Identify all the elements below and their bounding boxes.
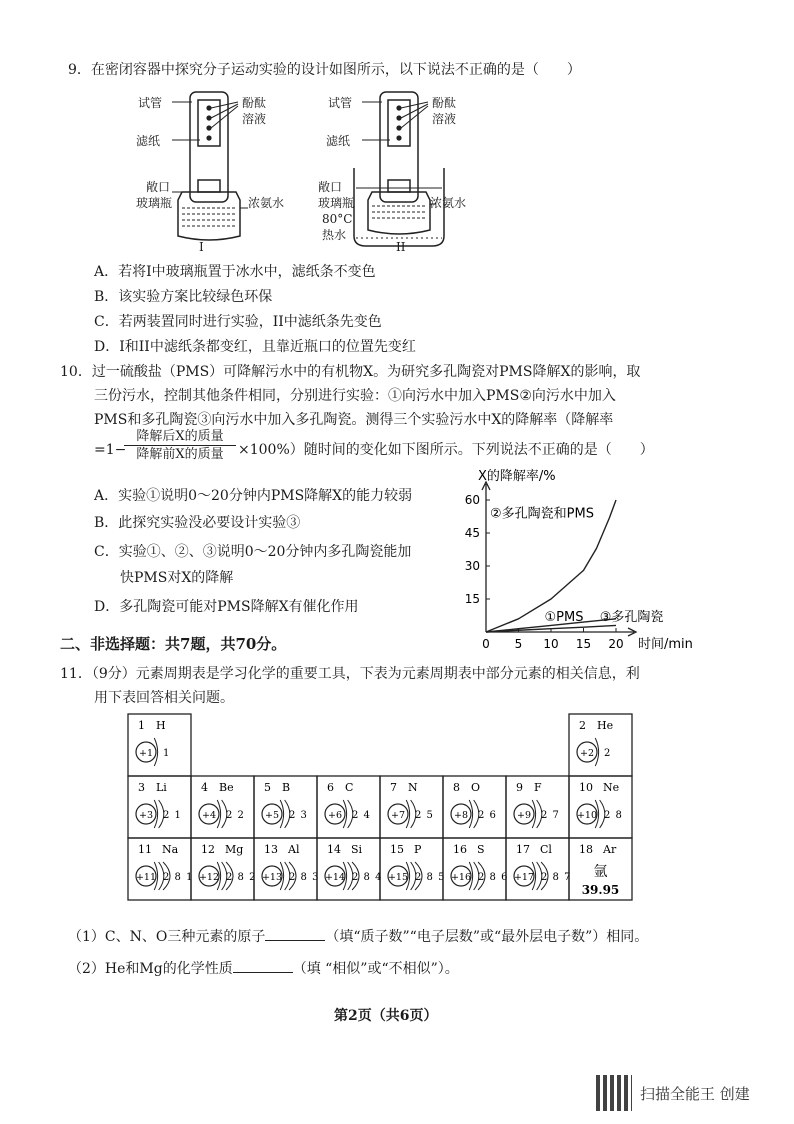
element-number: 9 <box>516 781 523 794</box>
electron-counts: 2 <box>604 748 612 759</box>
element-cell-he <box>569 714 632 776</box>
q11-sub-1-a: （1）C、N、O三种元素的原子 <box>68 929 266 945</box>
nucleus-charge: +13 <box>261 872 283 883</box>
element-number: 11 <box>138 843 152 856</box>
nucleus-charge: +17 <box>513 872 535 883</box>
q11-sub-1-b: （填“质子数”“电子层数”或“最外层电子数”）相同。 <box>325 929 649 945</box>
electron-counts: 2 1 <box>163 810 182 821</box>
fig2-phenol-label-2: 溶液 <box>432 112 457 126</box>
nucleus-charge: +10 <box>576 810 598 821</box>
x-tick-label: 20 <box>608 637 624 651</box>
q10-line-1: 10．过一硫酸盐（PMS）可降解污水中的有机物X。为研究多孔陶瓷对PMS降解X的影响，取 <box>60 364 641 380</box>
element-symbol: S <box>477 843 485 856</box>
electron-counts: 2 8 1 <box>163 872 194 883</box>
fig2-tube-label: 试管 <box>328 96 353 110</box>
element-number: 5 <box>264 781 271 794</box>
element-cell-n <box>380 776 443 838</box>
fig2-bottle-label-2: 玻璃瓶 <box>318 196 355 210</box>
nucleus-charge: +15 <box>387 872 409 883</box>
electron-counts: 2 8 <box>604 810 623 821</box>
nucleus-charge: +4 <box>201 810 217 821</box>
element-mass: 39.95 <box>581 883 620 897</box>
q11-sub-2-a: （2）He和Mg的化学性质 <box>68 961 233 977</box>
element-cell-ar <box>569 838 632 900</box>
fig1-bottle-label-2: 玻璃瓶 <box>136 196 173 210</box>
element-number: 16 <box>453 843 467 856</box>
element-symbol: O <box>471 781 481 794</box>
fig2-caption: II <box>396 240 406 254</box>
fig2-bottle-label-1: 敞口 <box>318 180 343 194</box>
element-symbol: Be <box>219 781 234 794</box>
q10-option-b: B．此探究实验没必要设计实验③ <box>94 515 301 531</box>
scanner-watermark: 扫描全能王 创建 <box>640 1085 750 1103</box>
fig1-tube-label: 试管 <box>138 96 163 110</box>
element-number: 2 <box>579 719 586 732</box>
element-symbol: Si <box>351 843 363 856</box>
electron-counts: 2 4 <box>352 810 371 821</box>
element-number: 1 <box>138 719 145 732</box>
element-cell-si <box>317 838 382 900</box>
q11-sub-2-blank[interactable] <box>233 958 293 973</box>
element-symbol: Na <box>162 843 179 856</box>
electron-counts: 2 5 <box>415 810 434 821</box>
q10-option-c-cont: 快PMS对X的降解 <box>120 570 234 586</box>
element-number: 7 <box>390 781 397 794</box>
fig1-bottle-label-1: 敞口 <box>146 180 171 194</box>
q10-formula-numerator: 降解后X的质量 <box>124 428 236 446</box>
element-symbol: Al <box>288 843 300 856</box>
element-number: 13 <box>264 843 278 856</box>
electron-counts: 2 2 <box>226 810 245 821</box>
element-symbol: F <box>534 781 542 794</box>
fig1-caption: I <box>199 240 204 254</box>
legend-series-1: ①PMS <box>544 609 584 625</box>
q10-line-3: PMS和多孔陶瓷③向污水中加入多孔陶瓷。测得三个实验污水中X的降解率（降解率 <box>94 412 614 428</box>
element-cell-be <box>191 776 254 838</box>
electron-counts: 2 8 6 <box>478 872 509 883</box>
fig1-paper-label: 滤纸 <box>136 134 161 148</box>
chart-x-label: 时间/min <box>638 637 693 652</box>
element-cell-p <box>380 838 445 900</box>
electron-counts: 2 8 5 <box>415 872 446 883</box>
fig2-hot-label-2: 热水 <box>322 228 347 242</box>
element-cell-h <box>128 714 191 776</box>
element-number: 12 <box>201 843 215 856</box>
y-tick-label: 15 <box>464 592 480 606</box>
q9-option-d: D．I和II中滤纸条都变红，且靠近瓶口的位置先变红 <box>94 339 416 355</box>
electron-counts: 2 3 <box>289 810 308 821</box>
fig1-phenol-label-1: 酚酞 <box>242 96 267 110</box>
element-symbol: H <box>156 719 166 732</box>
element-symbol: C <box>345 781 354 794</box>
nucleus-charge: +2 <box>579 748 595 759</box>
element-symbol: Ne <box>603 781 620 794</box>
q11-sub-2 <box>68 958 459 979</box>
element-symbol: P <box>414 843 422 856</box>
q9-figure-1 <box>120 88 320 263</box>
element-cell-ne <box>569 776 632 838</box>
element-cell-li <box>128 776 191 838</box>
q10-formula-denominator: 降解前X的质量 <box>136 447 224 462</box>
q10-formula-prefix: =1− <box>94 442 127 458</box>
q11-line-1: 11．（9分）元素周期表是学习化学的重要工具，下表为元素周期表中部分元素的相关信息，利 <box>60 666 640 682</box>
x-tick-label: 0 <box>482 637 490 651</box>
periodic-table <box>126 710 646 910</box>
fig2-paper-label: 滤纸 <box>326 134 351 148</box>
element-symbol: Ar <box>603 843 617 856</box>
element-number: 17 <box>516 843 530 856</box>
element-cell-o <box>443 776 506 838</box>
element-cell-s <box>443 838 508 900</box>
electron-counts: 2 8 7 <box>541 872 572 883</box>
fig2-ammonia-label: 浓氨水 <box>430 196 467 210</box>
element-number: 8 <box>453 781 460 794</box>
element-number: 14 <box>327 843 341 856</box>
element-number: 6 <box>327 781 334 794</box>
element-cell-al <box>254 838 319 900</box>
electron-counts: 2 7 <box>541 810 560 821</box>
electron-counts: 2 6 <box>478 810 497 821</box>
q10-line-2: 三份污水，控制其他条件相同，分别进行实验：①向污水中加入PMS②向污水中加入 <box>94 388 616 404</box>
qr-code-icon <box>596 1075 632 1111</box>
fig2-phenol-label-1: 酚酞 <box>432 96 457 110</box>
element-symbol: He <box>597 719 614 732</box>
fig1-phenol-label-2: 溶液 <box>242 112 267 126</box>
element-symbol: Cl <box>540 843 552 856</box>
nucleus-charge: +6 <box>327 810 343 821</box>
electron-counts: 2 8 2 <box>226 872 257 883</box>
q11-line-2: 用下表回答相关问题。 <box>94 690 234 706</box>
element-number: 18 <box>579 843 593 856</box>
nucleus-charge: +11 <box>135 872 157 883</box>
q10-option-c: C．实验①、②、③说明0～20分钟内多孔陶瓷能加 <box>94 544 412 560</box>
element-cell-b <box>254 776 317 838</box>
q10-option-a: A．实验①说明0～20分钟内PMS降解X的能力较弱 <box>94 488 413 504</box>
nucleus-charge: +16 <box>450 872 472 883</box>
element-cell-na <box>128 838 193 900</box>
nucleus-charge: +5 <box>264 810 280 821</box>
element-symbol: Li <box>156 781 167 794</box>
element-number: 10 <box>579 781 593 794</box>
y-tick-label: 30 <box>464 559 480 573</box>
fig1-ammonia-label: 浓氨水 <box>248 196 285 210</box>
q10-option-d: D．多孔陶瓷可能对PMS降解X有催化作用 <box>94 599 359 615</box>
degradation-chart <box>450 462 770 654</box>
nucleus-charge: +12 <box>198 872 220 883</box>
element-symbol: N <box>408 781 418 794</box>
legend-series-3: ③多孔陶瓷 <box>599 609 664 625</box>
nucleus-charge: +3 <box>138 810 154 821</box>
y-tick-label: 45 <box>464 526 480 540</box>
q9-figure-2 <box>320 88 520 263</box>
q9-option-a: A．若将I中玻璃瓶置于冰水中，滤纸条不变色 <box>94 264 376 280</box>
q11-sub-1 <box>68 926 648 947</box>
element-cell-mg <box>191 838 256 900</box>
legend-series-2: ②多孔陶瓷和PMS <box>490 506 594 522</box>
nucleus-charge: +14 <box>324 872 346 883</box>
nucleus-charge: +9 <box>516 810 532 821</box>
q11-sub-1-blank[interactable] <box>265 926 325 941</box>
fig2-hot-label-1: 80°C <box>322 212 353 226</box>
element-cell-c <box>317 776 380 838</box>
element-name: 氩 <box>593 864 608 880</box>
element-symbol: B <box>282 781 291 794</box>
electron-counts: 2 8 3 <box>289 872 320 883</box>
q9-option-b: B．该实验方案比较绿色环保 <box>94 289 273 305</box>
q9-option-c: C．若两装置同时进行实验，II中滤纸条先变色 <box>94 314 382 330</box>
x-tick-label: 10 <box>543 637 559 651</box>
element-cell-f <box>506 776 569 838</box>
element-number: 15 <box>390 843 404 856</box>
electron-counts: 2 8 4 <box>352 872 383 883</box>
q10-formula-fraction <box>124 428 236 463</box>
q9-stem: 9．在密闭容器中探究分子运动实验的设计如图所示，以下说法不正确的是（ ） <box>68 62 581 78</box>
x-tick-label: 15 <box>575 637 592 651</box>
electron-counts: 1 <box>163 748 171 759</box>
element-number: 3 <box>138 781 145 794</box>
section-2-heading: 二、非选择题：共7题，共70分。 <box>60 635 287 653</box>
q10-formula-suffix: ×100%）随时间的变化如下图所示。下列说法不正确的是（ ） <box>238 442 654 458</box>
x-tick-label: 5 <box>514 637 523 651</box>
element-symbol: Mg <box>225 843 244 856</box>
nucleus-charge: +8 <box>453 810 469 821</box>
y-tick-label: 60 <box>464 493 480 507</box>
element-cell-cl <box>506 838 571 900</box>
q11-sub-2-b: （填 “相似”或“不相似”）。 <box>292 961 459 977</box>
chart-y-label: X的降解率/% <box>478 469 556 484</box>
nucleus-charge: +1 <box>138 748 154 759</box>
element-number: 4 <box>201 781 208 794</box>
nucleus-charge: +7 <box>390 810 406 821</box>
page-footer: 第2页（共6页） <box>334 1008 438 1024</box>
